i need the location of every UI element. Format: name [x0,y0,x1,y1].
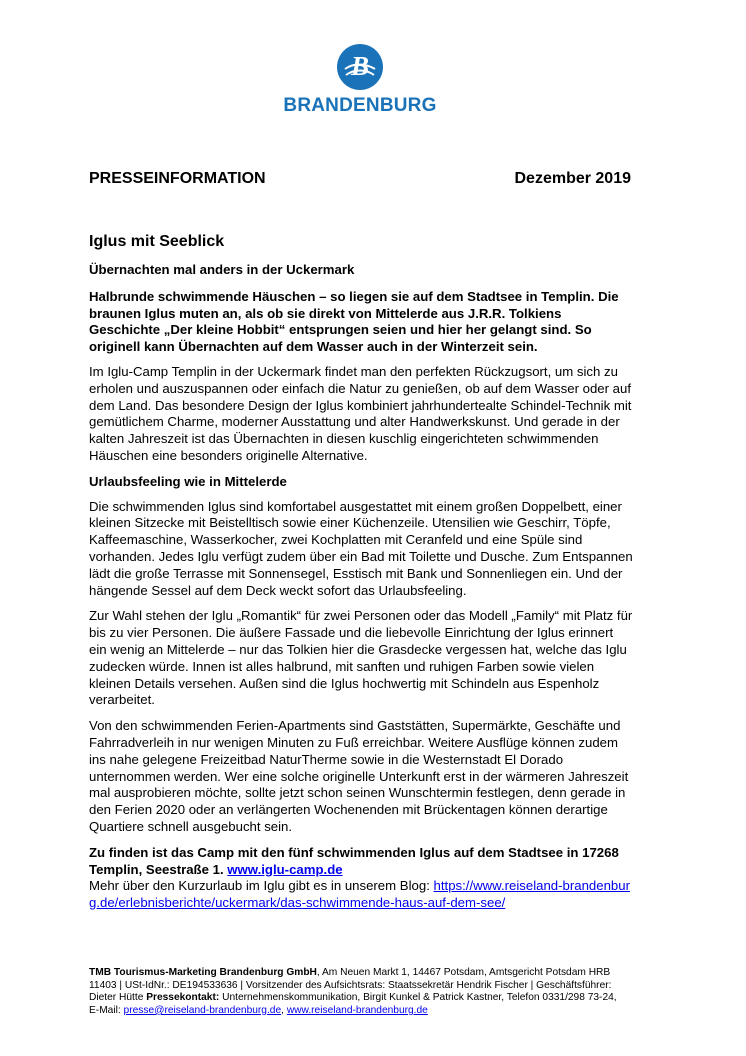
svg-text:B: B [350,51,370,81]
paragraph-surroundings: Von den schwimmenden Ferien-Apartments sind Gaststätten, Supermärkte, Geschäfte und Fahrradverleih in nur wenigen Minuten zu Fuß erreichbar. Weitere Ausflüge können zudem ins nahe gelegene Freizeitbad NaturTherme sowie in die Westernstadt El Dorado unternommen werden. Wer eine solche originelle Unterkunft erst in der wärmeren Jahreszeit mal ausprobieren möchte, sollte jetzt schon seinen Wunschtermin festlegen, denn gerade in den Ferien 2020 oder an verlängerten Wochenenden mit Brückentagen können derartige Quartiere schnell ausgebucht sein. [89,718,629,834]
press-contact-label: Pressekontakt: [146,992,220,1004]
blog-link[interactable]: https://www.reiseland-brandenburg.de/erlebnisberichte/uckermark/das-schwimmende-haus-auf-dem-see/ [89,878,630,911]
document-header [89,170,631,188]
section-heading: Urlaubsfeeling wie in Mittelerde [89,473,287,489]
paragraph-intro: Im Iglu-Camp Templin in der Uckermark findet man den perfekten Rückzugsort, um sich zu erholen und auszuspannen oder einfach die Natur zu genießen, ob auf dem Wasser oder auf dem Land. Das besondere Design der Iglus kombiniert jahrhundertealte Schindel-Technik mit gemütlichem Charme, moderner Ausstattung und alter Handwerkskunst. Und gerade in der kalten Jahreszeit ist das Übernachten in diesen kuschlig eingerichteten schwimmenden Häuschen eine besonders originelle Alternative. [89,363,632,463]
location-text: Zu finden ist das Camp mit den fünf schwimmenden Iglus auf dem Stadtsee in 17268 Templin, Seestraße 1. [89,844,619,877]
footer-contact [89,967,629,1017]
press-email-link[interactable]: presse@reiseland-brandenburg.de [123,1004,282,1016]
lead-paragraph: Halbrunde schwimmende Häuschen – so liegen sie auf dem Stadtsee in Templin. Die braunen Iglus muten an, als ob sie direkt von Mittelerde aus J.R.R. Tolkiens Geschichte „Der kleine Hobbit“ entsprungen seien und hier her gelangt sind. So originell kann Übernachten auf dem Wasser auch in der Winterzeit sein. [89,288,619,355]
paragraph-equipment: Die schwimmenden Iglus sind komfortabel ausgestattet mit einem großen Doppelbett, einer kleinen Sitzecke mit Beistelltisch sowie einer Küchenzeile. Utensilien wie Geschirr, Töpfe, Kaffeemaschine, Wasserkocher, zwei Kochplatten mit Ceranfeld und eine Spüle sind vorhanden. Jedes Iglu verfügt zudem über ein Bad mit Toilette und Dusche. Zum Entspannen lädt die große Terrasse mit Sonnensegel, Esstisch mit Bank und Sonnenliegen ein. Und der hängende Sessel auf dem Deck weckt sofort das Urlaubsfeeling. [89,498,633,598]
blog-text: Mehr über den Kurzurlaub im Iglu gibt es in unserem Blog: [89,878,430,894]
brand-name: BRANDENBURG [283,95,437,116]
brandenburg-logo [280,42,440,117]
company-details: , Am Neuen Markt 1, 14467 Potsdam, Amtsgericht Potsdam HRB 11403 | USt-IdNr.: DE194533636 | Vorsitzender des Aufsichtsrats: Staatssekretär Hendrik Fischer | Geschäftsführer: Dieter Hütte [89,967,612,1004]
camp-website-link[interactable]: www.iglu-camp.de [227,861,343,877]
release-date: Dezember 2019 [514,170,631,187]
company-name: TMB Tourismus-Marketing Brandenburg GmbH [89,967,317,978]
paragraph-models: Zur Wahl stehen der Iglu „Romantik“ für zwei Personen oder das Modell „Family“ mit Platz für bis zu vier Personen. Die äußere Fassade und die liebevolle Einrichtung der Iglus erinnert ein wenig an Mittelerde – nur das Tolkien hier die Grasdecke vergessen hat, welche das Iglu zudecken würde. Innen ist alles halbrund, mit sanften und ruhigen Farben sowie vielen kleinen Details versehen. Außen sind die Iglus hochwertig mit Schindeln aus Espenholz verarbeitet. [89,608,633,708]
location-block [89,845,634,912]
brandenburg-b-emblem-icon [335,42,385,92]
press-contact-details: Unternehmenskommunikation, Birgit Kunkel & Patrick Kastner, Telefon 0331/298 73-24, E-Mail: [89,992,617,1016]
footer-separator: , [281,1004,284,1016]
article-subtitle: Übernachten mal anders in der Uckermark [89,262,355,277]
article-title: Iglus mit Seeblick [89,233,225,250]
article-body [89,232,634,912]
press-info-label: PRESSEINFORMATION [89,170,266,187]
website-link[interactable]: www.reiseland-brandenburg.de [286,1004,428,1016]
